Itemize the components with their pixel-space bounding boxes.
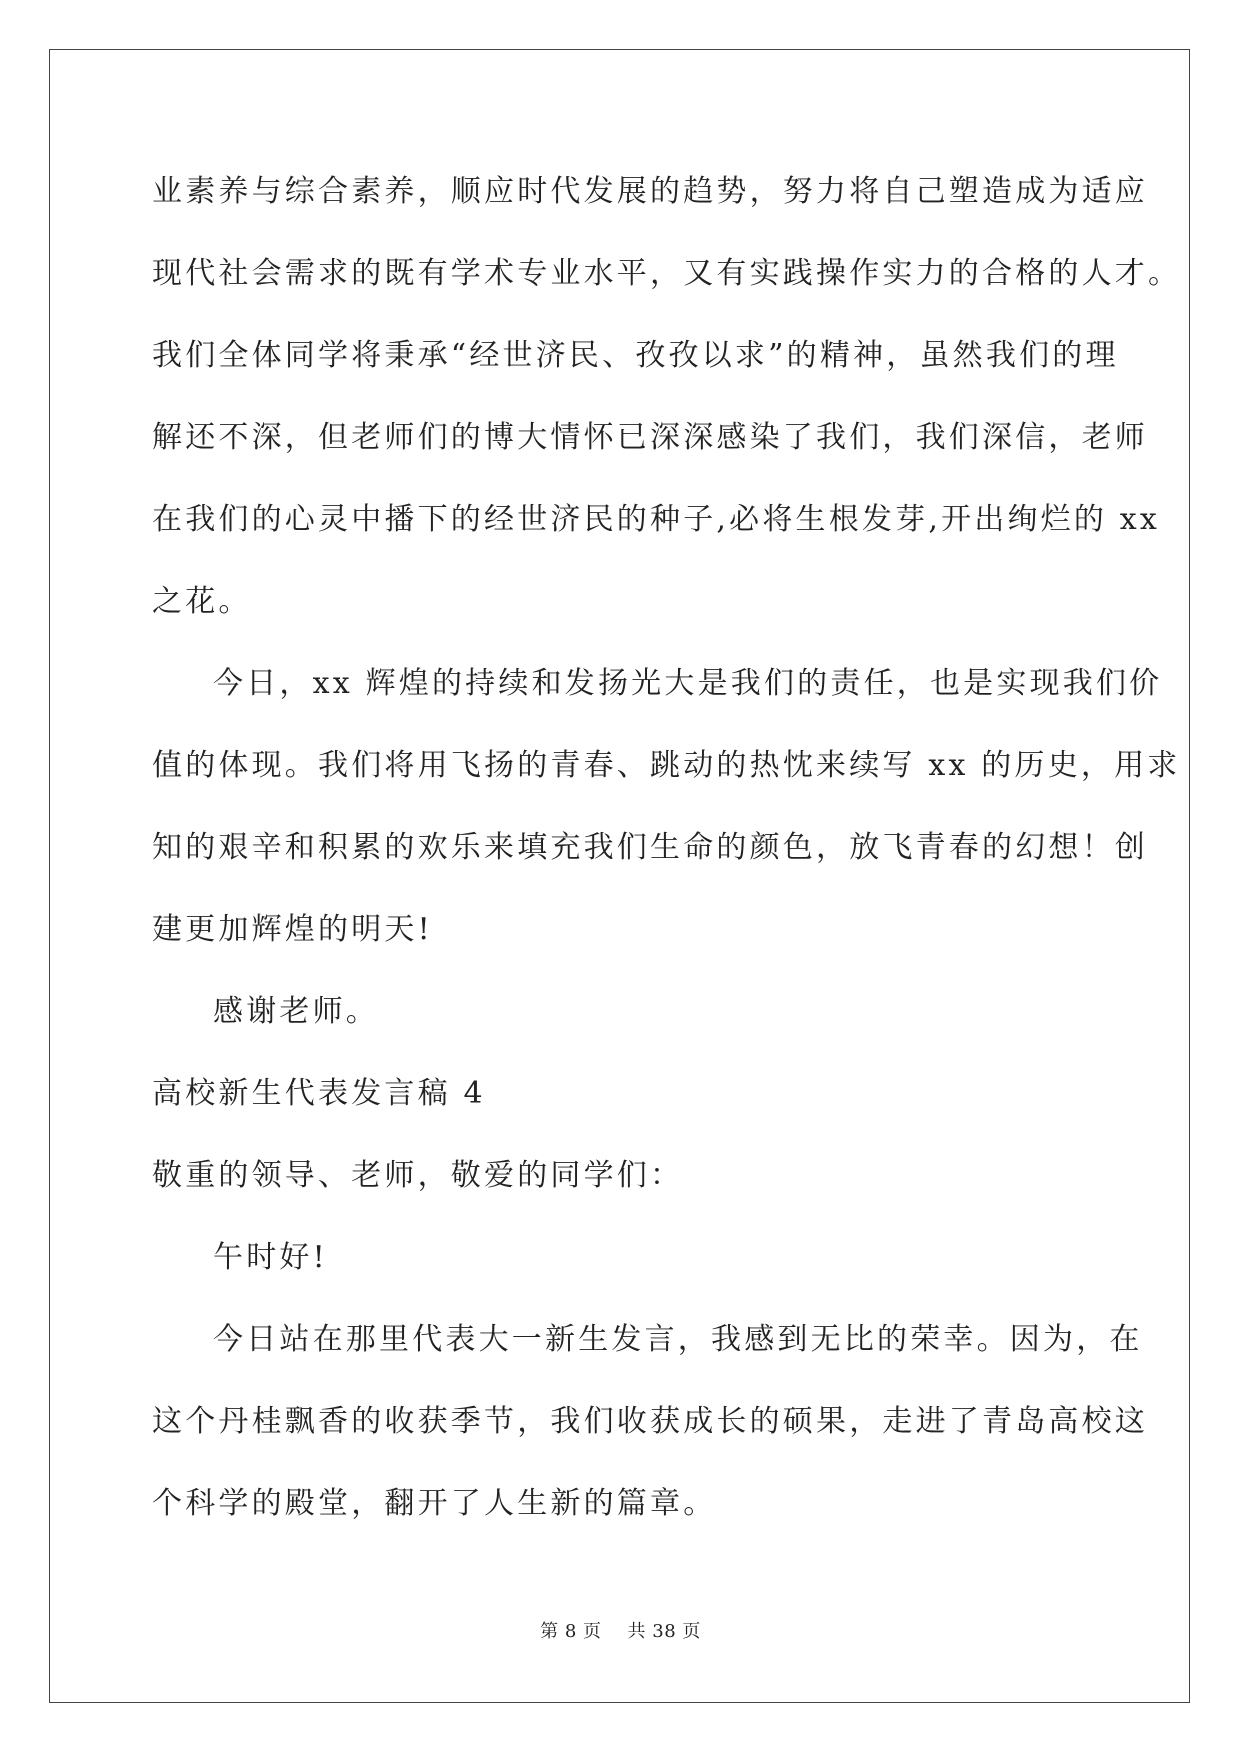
section-heading: 高校新生代表发言稿 4 bbox=[152, 1076, 486, 1111]
paragraph-line: 建更加辉煌的明天! bbox=[152, 912, 433, 947]
paragraph-line: 值的体现。我们将用飞扬的青春、跳动的热忱来续写 xx 的历史，用求 bbox=[152, 748, 1181, 783]
page-total: 共 38 页 bbox=[627, 1621, 701, 1642]
paragraph-line: 现代社会需求的既有学术专业水平，又有实践操作实力的合格的人才。 bbox=[152, 256, 1182, 291]
paragraph-line: 之花。 bbox=[152, 584, 252, 619]
paragraph-line: 解还不深，但老师们的博大情怀已深深感染了我们，我们深信，老师 bbox=[152, 420, 1148, 455]
paragraph-line: 我们全体同学将秉承“经世济民、孜孜以求”的精神，虽然我们的理 bbox=[152, 338, 1119, 373]
paragraph-line: 感谢老师。 bbox=[213, 994, 379, 1029]
page-border bbox=[49, 49, 1190, 1703]
paragraph-line: 个科学的殿堂，翻开了人生新的篇章。 bbox=[152, 1486, 717, 1521]
paragraph-line: 今日站在那里代表大一新生发言，我感到无比的荣幸。因为，在 bbox=[213, 1322, 1143, 1357]
paragraph-line: 这个丹桂飘香的收获季节，我们收获成长的硕果，走进了青岛高校这 bbox=[152, 1404, 1148, 1439]
page-number: 第 8 页 bbox=[540, 1621, 602, 1642]
paragraph-line: 在我们的心灵中播下的经世济民的种子,必将生根发芽,开出绚烂的 xx bbox=[152, 502, 1161, 537]
paragraph-line: 今日，xx 辉煌的持续和发扬光大是我们的责任，也是实现我们价 bbox=[213, 666, 1163, 701]
paragraph-line: 知的艰辛和积累的欢乐来填充我们生命的颜色，放飞青春的幻想！创 bbox=[152, 830, 1148, 865]
page-footer bbox=[0, 1620, 1241, 1644]
salutation: 敬重的领导、老师，敬爱的同学们： bbox=[152, 1158, 684, 1193]
greeting: 午时好! bbox=[213, 1240, 328, 1275]
paragraph-line: 业素养与综合素养，顺应时代发展的趋势，努力将自己塑造成为适应 bbox=[152, 174, 1148, 209]
